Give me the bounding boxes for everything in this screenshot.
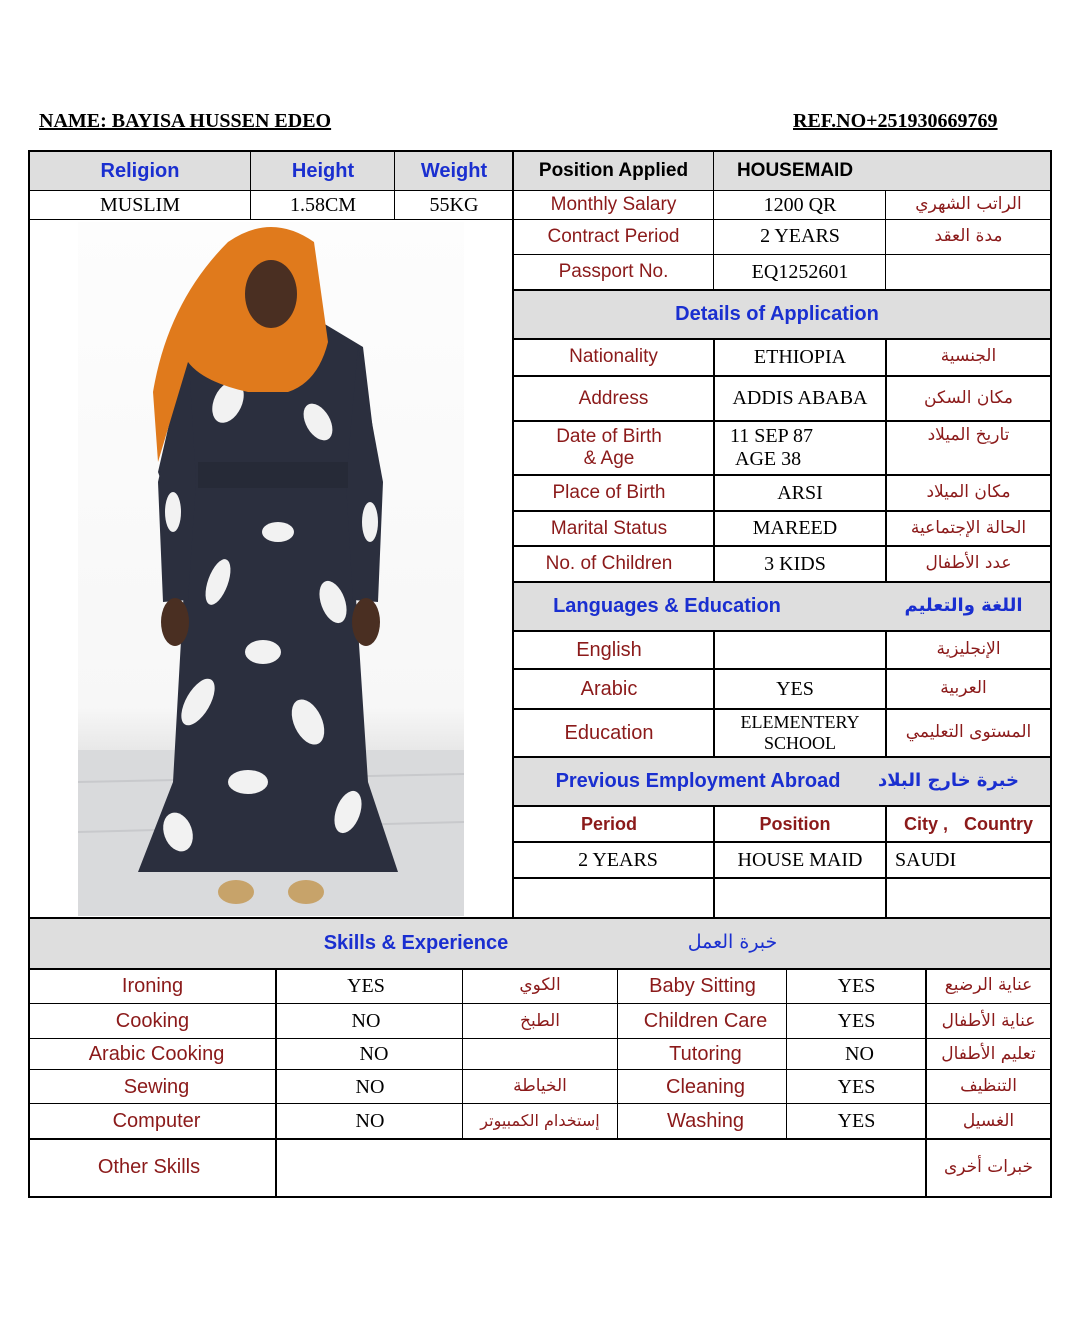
skill-cleaning-value: YES — [837, 1075, 876, 1098]
skill-tutoring-value: NO — [845, 1043, 874, 1065]
address-arabic: مكان السكن — [924, 387, 1013, 408]
religion-label: Religion — [100, 159, 180, 182]
languages-section-title-arabic: اللغة والتعليم — [904, 595, 1023, 617]
dob-label — [513, 421, 705, 475]
skill-computer-label: Computer — [112, 1110, 201, 1132]
dob-label-line1: Date of Birth — [556, 426, 662, 448]
other-skills-label: Other Skills — [97, 1156, 201, 1178]
skill-sewing-arabic: الخياطة — [513, 1076, 567, 1097]
dob-arabic: تاريخ الميلاد — [927, 425, 1010, 446]
employment-period-value: 2 YEARS — [578, 848, 658, 871]
position-applied-label: Position Applied — [538, 160, 689, 182]
dob-age: AGE 38 — [735, 448, 802, 470]
education-value — [714, 709, 886, 757]
arabic-arabic: العربية — [940, 678, 987, 699]
employment-country-value: SAUDI — [895, 848, 957, 871]
monthly-salary-arabic: الراتب الشهري — [915, 194, 1022, 215]
nationality-label: Nationality — [569, 346, 658, 368]
skill-cleaning-label: Cleaning — [666, 1075, 745, 1098]
position-applied-value: HOUSEMAID — [736, 160, 854, 182]
col-city-header: City , — [903, 813, 948, 834]
skills-section-title: Skills & Experience — [323, 931, 509, 954]
skill-sewing-value: NO — [355, 1075, 385, 1098]
passport-value: EQ1252601 — [751, 260, 849, 283]
nationality-arabic: الجنسية — [940, 346, 997, 367]
contract-period-value: 2 YEARS — [760, 225, 840, 247]
marital-status-label: Marital Status — [550, 517, 668, 539]
skill-ironing-value: YES — [347, 974, 385, 997]
place-of-birth-label: Place of Birth — [552, 482, 666, 504]
dob-label-line2: & Age — [583, 448, 635, 469]
skill-cleaning-arabic: التنظيف — [960, 1076, 1017, 1097]
marital-status-value: MAREED — [752, 517, 838, 539]
skill-computer-arabic: إستخدام الكمبيوتر — [480, 1111, 600, 1131]
arabic-label: Arabic — [580, 677, 638, 700]
english-value — [714, 631, 886, 669]
dob-date: 11 SEP 87 — [730, 425, 813, 447]
skill-sewing-label: Sewing — [123, 1075, 190, 1098]
marital-status-arabic: الحالة الإجتماعية — [910, 517, 1027, 538]
col-city-country-header — [886, 806, 1051, 842]
skill-cooking-arabic: الطبخ — [520, 1010, 560, 1031]
details-section-title: Details of Application — [675, 302, 879, 325]
arabic-value: YES — [776, 677, 814, 700]
education-value-line1: ELEMENTERY — [740, 712, 860, 733]
skill-children-care-label: Children Care — [643, 1010, 768, 1032]
skill-washing-value: YES — [837, 1110, 876, 1132]
skill-washing-label: Washing — [666, 1110, 745, 1132]
skill-arabic-cooking-arabic — [462, 1039, 618, 1070]
skill-washing-arabic: الغسيل — [962, 1110, 1015, 1131]
address-value: ADDIS ABABA — [732, 387, 868, 409]
weight-value: 55KG — [429, 193, 479, 216]
height-label: Height — [291, 159, 355, 182]
religion-value: MUSLIM — [99, 193, 180, 216]
place-of-birth-value: ARSI — [777, 481, 823, 504]
english-label: English — [576, 638, 642, 661]
other-skills-arabic: خبرات أخرى — [943, 1156, 1034, 1177]
skill-tutoring-label: Tutoring — [669, 1043, 742, 1065]
skill-computer-value: NO — [355, 1110, 385, 1132]
children-arabic: عدد الأطفال — [925, 553, 1012, 574]
languages-section-title: Languages & Education — [553, 595, 781, 617]
col-position-header: Position — [759, 813, 831, 834]
skill-ironing-label: Ironing — [121, 974, 184, 997]
children-label: No. of Children — [545, 553, 673, 575]
english-arabic: الإنجليزية — [936, 639, 1001, 660]
skill-children-care-value: YES — [837, 1010, 876, 1032]
contract-period-arabic: مدة العقد — [934, 225, 1003, 246]
weight-label: Weight — [420, 159, 488, 182]
passport-label: Passport No. — [558, 261, 669, 283]
nationality-value: ETHIOPIA — [753, 345, 847, 368]
skills-section-title-arabic: خبرة العمل — [687, 931, 778, 954]
candidate-photo — [78, 222, 464, 916]
reference-number: REF.NO+251930669769 — [793, 110, 998, 132]
education-label: Education — [564, 721, 654, 744]
skill-cooking-label: Cooking — [115, 1010, 190, 1032]
monthly-salary-value: 1200 QR — [763, 193, 837, 216]
education-arabic: المستوى التعليمي — [905, 722, 1032, 743]
skill-ironing-arabic: الكوي — [519, 975, 561, 996]
children-value: 3 KIDS — [764, 552, 826, 575]
col-country-header: Country — [964, 813, 1033, 834]
place-of-birth-arabic: مكان الميلاد — [926, 482, 1011, 503]
person-figure-icon — [78, 222, 464, 916]
employment-position-value: HOUSE MAID — [737, 848, 863, 871]
skill-cooking-value: NO — [351, 1010, 381, 1032]
education-value-line2: SCHOOL — [763, 733, 836, 753]
skill-arabic-cooking-label: Arabic Cooking — [88, 1043, 225, 1065]
skill-children-care-arabic: عناية الأطفال — [941, 1010, 1036, 1031]
employment-section-title-arabic: خبرة خارج البلاد — [878, 770, 1019, 792]
skill-arabic-cooking-value: NO — [359, 1043, 389, 1065]
address-label: Address — [578, 387, 649, 409]
skill-baby-sitting-arabic: عناية الرضيع — [944, 975, 1033, 996]
dob-value — [730, 421, 880, 475]
height-value: 1.58CM — [289, 193, 357, 216]
skill-baby-sitting-value: YES — [837, 974, 876, 997]
skill-baby-sitting-label: Baby Sitting — [649, 974, 756, 997]
employment-section-title: Previous Employment Abroad — [555, 770, 841, 792]
contract-period-label: Contract Period — [547, 225, 680, 247]
col-period-header: Period — [580, 813, 637, 834]
skill-tutoring-arabic: تعليم الأطفال — [941, 1043, 1036, 1064]
monthly-salary-label: Monthly Salary — [550, 194, 677, 216]
candidate-name: NAME: BAYISA HUSSEN EDEO — [39, 110, 332, 132]
